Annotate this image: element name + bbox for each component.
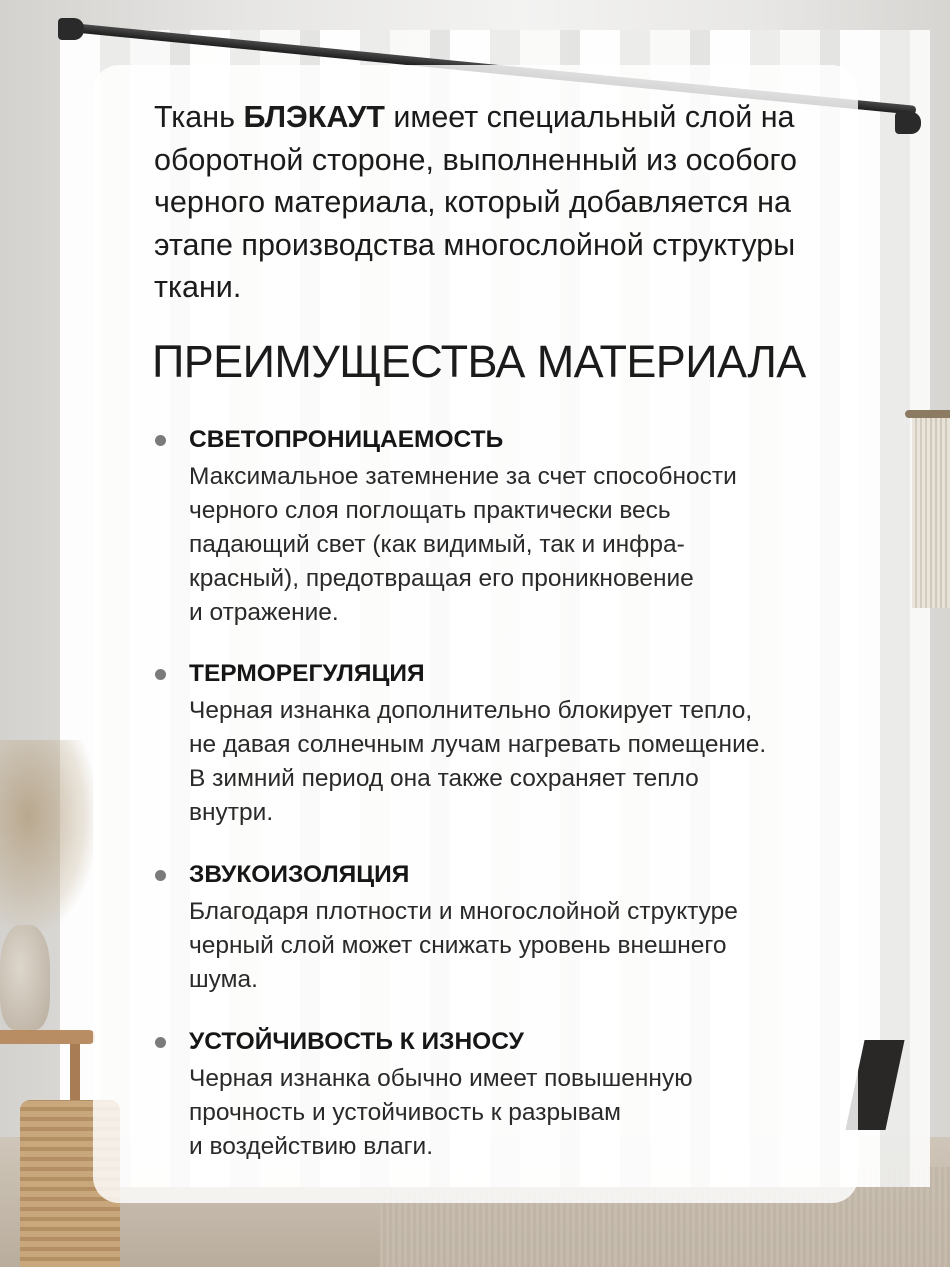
section-heading: ПРЕИМУЩЕСТВА МАТЕРИАЛА xyxy=(152,336,806,387)
feature-line: падающий свет (как видимый, так и инфра- xyxy=(189,531,685,558)
feature-title: СВЕТОПРОНИЦАЕМОСТЬ xyxy=(189,426,504,453)
feature-line: шума. xyxy=(189,966,258,993)
feature-line: Максимальное затемнение за счет способности xyxy=(189,463,737,490)
feature-line: Черная изнанка обычно имеет повышенную xyxy=(189,1065,693,1092)
feature-line: Благодаря плотности и многослойной структуре xyxy=(189,898,738,925)
macrame-decor xyxy=(912,418,950,608)
feature-line: В зимний период она также сохраняет тепло xyxy=(189,765,699,792)
rod-finial-right xyxy=(895,112,921,134)
intro-text xyxy=(154,96,844,309)
feature-description xyxy=(189,694,839,830)
bullet-icon xyxy=(155,669,166,680)
rod-finial-left xyxy=(58,18,84,40)
feature-line: и отражение. xyxy=(189,599,339,626)
feature-line: не давая солнечным лучам нагревать помещение. xyxy=(189,731,767,758)
feature-line: Черная изнанка дополнительно блокирует тепло, xyxy=(189,697,753,724)
feature-line: красный), предотвращая его проникновение xyxy=(189,565,694,592)
side-table xyxy=(0,1030,95,1044)
feature-line: внутри. xyxy=(189,799,274,826)
feature-description xyxy=(189,1062,839,1164)
feature-title: УСТОЙЧИВОСТЬ К ИЗНОСУ xyxy=(189,1028,524,1055)
bullet-icon xyxy=(155,870,166,881)
feature-description xyxy=(189,460,839,630)
intro-rest: имеет специальный слой на оборотной стороне, выполненный из особого черного материала, который добавляется на этапе производства многослойной структуры ткани. xyxy=(154,100,797,304)
wall-hanging-stick xyxy=(905,410,950,418)
feature-line: черный слой может снижать уровень внешнего xyxy=(189,932,727,959)
intro-prefix: Ткань xyxy=(154,100,244,134)
feature-line: прочность и устойчивость к разрывам xyxy=(189,1099,621,1126)
brand-name: БЛЭКАУТ xyxy=(243,100,385,134)
feature-title: ЗВУКОИЗОЛЯЦИЯ xyxy=(189,861,410,888)
feature-description xyxy=(189,895,839,997)
feature-line: и воздействию влаги. xyxy=(189,1133,434,1160)
pampas-grass xyxy=(0,740,95,930)
bullet-icon xyxy=(155,435,166,446)
vase xyxy=(0,925,50,1030)
feature-line: черного слоя поглощать практически весь xyxy=(189,497,671,524)
feature-title: ТЕРМОРЕГУЛЯЦИЯ xyxy=(189,660,425,687)
bullet-icon xyxy=(155,1037,166,1048)
